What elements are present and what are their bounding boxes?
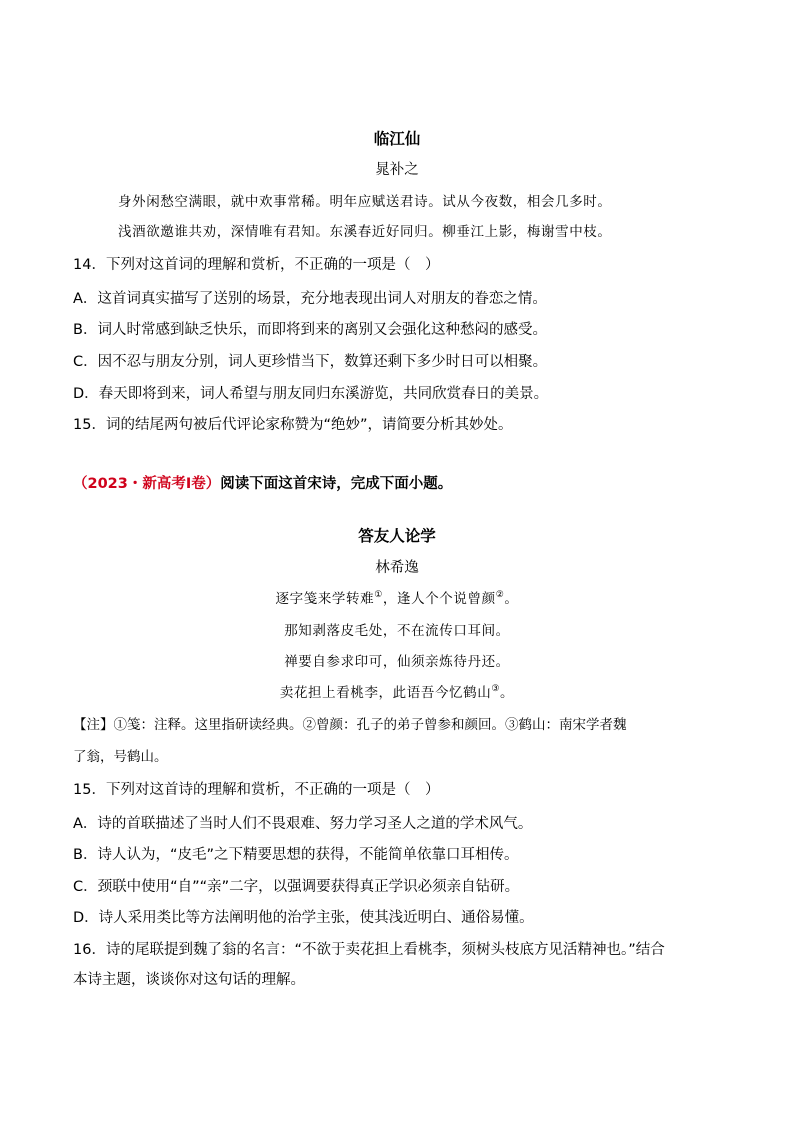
question-14-option-b: B．词人时常感到缺乏快乐，而即将到来的离别又会强化这种愁闷的感受。 [73, 322, 547, 338]
poem1-line-2: 浅酒欲邀谁共劝，深情唯有君知。东溪春近好同归。柳垂江上影，梅谢雪中枝。 [118, 224, 612, 240]
poem1-title: 临江仙 [373, 130, 421, 148]
question-14-option-a: A．这首词真实描写了送别的场景，充分地表现出词人对朋友的眷恋之情。 [73, 291, 547, 307]
poem2-note-line-2: 了翁，号鹤山。 [73, 749, 168, 765]
poem2-line-3: 禅要自参求印可，仙须亲炼待丹还。 [284, 654, 510, 670]
question-16-line-2: 本诗主题，谈谈你对这句话的理解。 [73, 972, 305, 988]
question-15-option-a: A．诗的首联描述了当时人们不畏艰难、努力学习圣人之道的学术风气。 [73, 816, 533, 832]
source-tag: （2023・新高考Ⅰ卷） [73, 476, 221, 492]
poem2-note-line-1: 【注】①笺：注释。这里指研读经典。②曾颜：孔子的弟子曾参和颜回。③鹤山：南宋学者魏 [73, 717, 627, 733]
poem2-author: 林希逸 [375, 560, 419, 576]
poem2-title: 答友人论学 [358, 527, 436, 545]
question-15-option-d: D．诗人采用类比等方法阐明他的治学主张，使其浅近明白、通俗易懂。 [73, 910, 534, 926]
poem1-author: 晁补之 [375, 162, 419, 178]
poem1-line-1: 身外闲愁空满眼，就中欢事常稀。明年应赋送君诗。试从今夜数，相会几多时。 [118, 194, 612, 210]
question-15-poem2: 15．下列对这首诗的理解和赏析，不正确的一项是（ ） [73, 782, 440, 798]
question-14-option-d: D．春天即将到来，词人希望与朋友同归东溪游览，共同欣赏春日的美景。 [73, 386, 549, 402]
poem2-line-4: 卖花担上看桃李，此语吾今忆鹤山③。 [279, 684, 515, 701]
source-line [73, 472, 452, 493]
poem2-line-2: 那知剥落皮毛处，不在流传口耳间。 [284, 623, 510, 639]
source-instruction: 阅读下面这首宋诗，完成下面小题。 [220, 476, 453, 492]
question-14-option-c: C．因不忍与朋友分别，词人更珍惜当下，数算还剩下多少时日可以相聚。 [73, 354, 548, 370]
question-15-option-c: C．颈联中使用“自”“亲”二字，以强调要获得真正学识必须亲自钻研。 [73, 879, 520, 895]
question-15-option-b: B．诗人认为，“皮毛”之下精要思想的获得，不能简单依靠口耳相传。 [73, 847, 519, 863]
question-15-poem1: 15．词的结尾两句被后代评论家称赞为“绝妙”，请简要分析其妙处。 [73, 417, 513, 433]
question-14: 14．下列对这首词的理解和赏析，不正确的一项是（ ） [73, 257, 440, 273]
question-16-line-1: 16．诗的尾联提到魏了翁的名言：“不欲于卖花担上看桃李，须树头枝底方见活精神也。”结合 [73, 942, 665, 958]
poem2-line-1: 逐字笺来学转难①，逢人个个说曾颜②。 [275, 590, 519, 607]
